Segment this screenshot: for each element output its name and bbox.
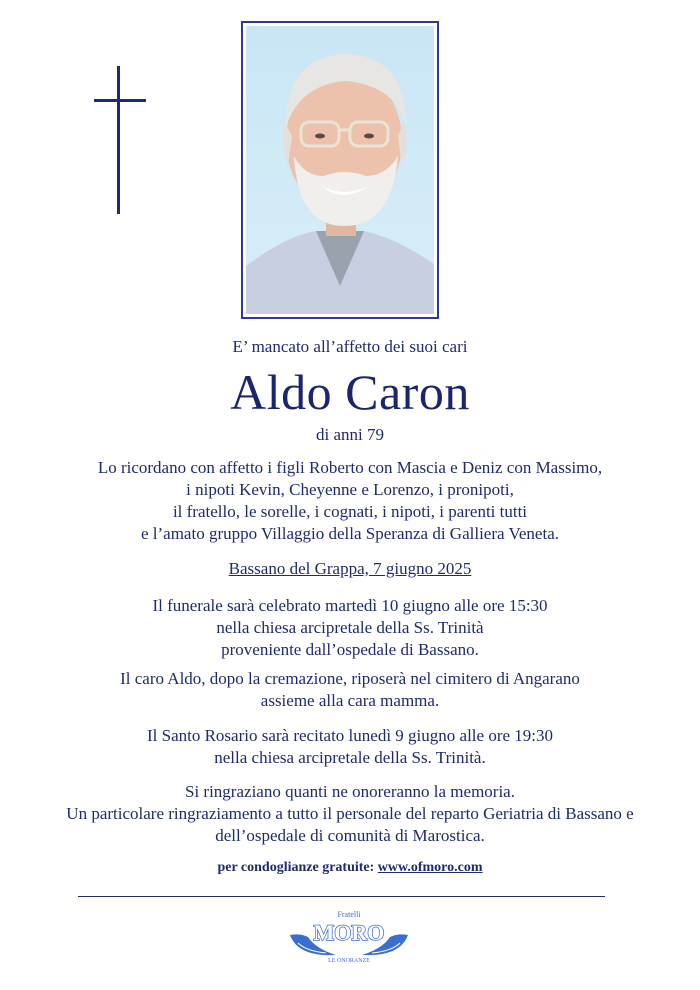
- intro-text: E’ mancato all’affetto dei suoi cari: [232, 337, 468, 356]
- family-line: Lo ricordano con affetto i figli Roberto con Mascia e Deniz con Massimo,: [97, 458, 603, 477]
- logo-bottom-text: LE ONORANZE: [328, 958, 370, 964]
- condolences-label: per condoglianze gratuite:: [217, 860, 375, 875]
- condolences-link[interactable]: www.ofmoro.com: [377, 860, 483, 875]
- cross-icon: [94, 66, 146, 214]
- thanks-line: Un particolare ringraziamento a tutto il personale del reparto Geriatria di Bassano e: [66, 804, 634, 823]
- family-paragraph: [0, 457, 700, 545]
- age-line: di anni 79: [316, 425, 384, 444]
- funeral-line: Il funerale sarà celebrato martedì 10 giugno alle ore 15:30: [152, 596, 548, 615]
- family-line: e l’amato gruppo Villaggio della Speranza di Galliera Veneta.: [140, 524, 559, 543]
- rosary-line: nella chiesa arcipretale della Ss. Trinità.: [214, 748, 486, 767]
- divider: [78, 896, 605, 897]
- logo-main-text: MORO: [313, 920, 385, 945]
- thanks-paragraph: [0, 781, 700, 847]
- condolences-line: [0, 860, 700, 876]
- portrait-photo: [241, 21, 439, 319]
- cremation-line: assieme alla cara mamma.: [260, 691, 440, 710]
- funeral-line: nella chiesa arcipretale della Ss. Trinità: [216, 618, 484, 637]
- funeral-line: proveniente dall’ospedale di Bassano.: [221, 640, 479, 659]
- cremation-paragraph: [0, 668, 700, 712]
- cremation-line: Il caro Aldo, dopo la cremazione, riposerà nel cimitero di Angarano: [120, 669, 580, 688]
- rosary-line: Il Santo Rosario sarà recitato lunedì 9 giugno alle ore 19:30: [146, 726, 553, 745]
- family-line: il fratello, le sorelle, i cognati, i nipoti, i parenti tutti: [172, 502, 528, 521]
- rosary-paragraph: [0, 725, 700, 769]
- place-date: [0, 559, 700, 579]
- logo-top-text: Fratelli: [337, 910, 361, 919]
- funeral-paragraph: [0, 595, 700, 661]
- family-line: i nipoti Kevin, Cheyenne e Lorenzo, i pronipoti,: [186, 480, 514, 499]
- funeral-home-logo: [286, 905, 412, 967]
- deceased-name: Aldo Caron: [230, 364, 470, 420]
- thanks-line: Si ringraziano quanti ne onoreranno la memoria.: [185, 782, 515, 801]
- place-date-text: Bassano del Grappa, 7 giugno 2025: [228, 559, 472, 578]
- thanks-line: dell’ospedale di comunità di Marostica.: [215, 826, 485, 845]
